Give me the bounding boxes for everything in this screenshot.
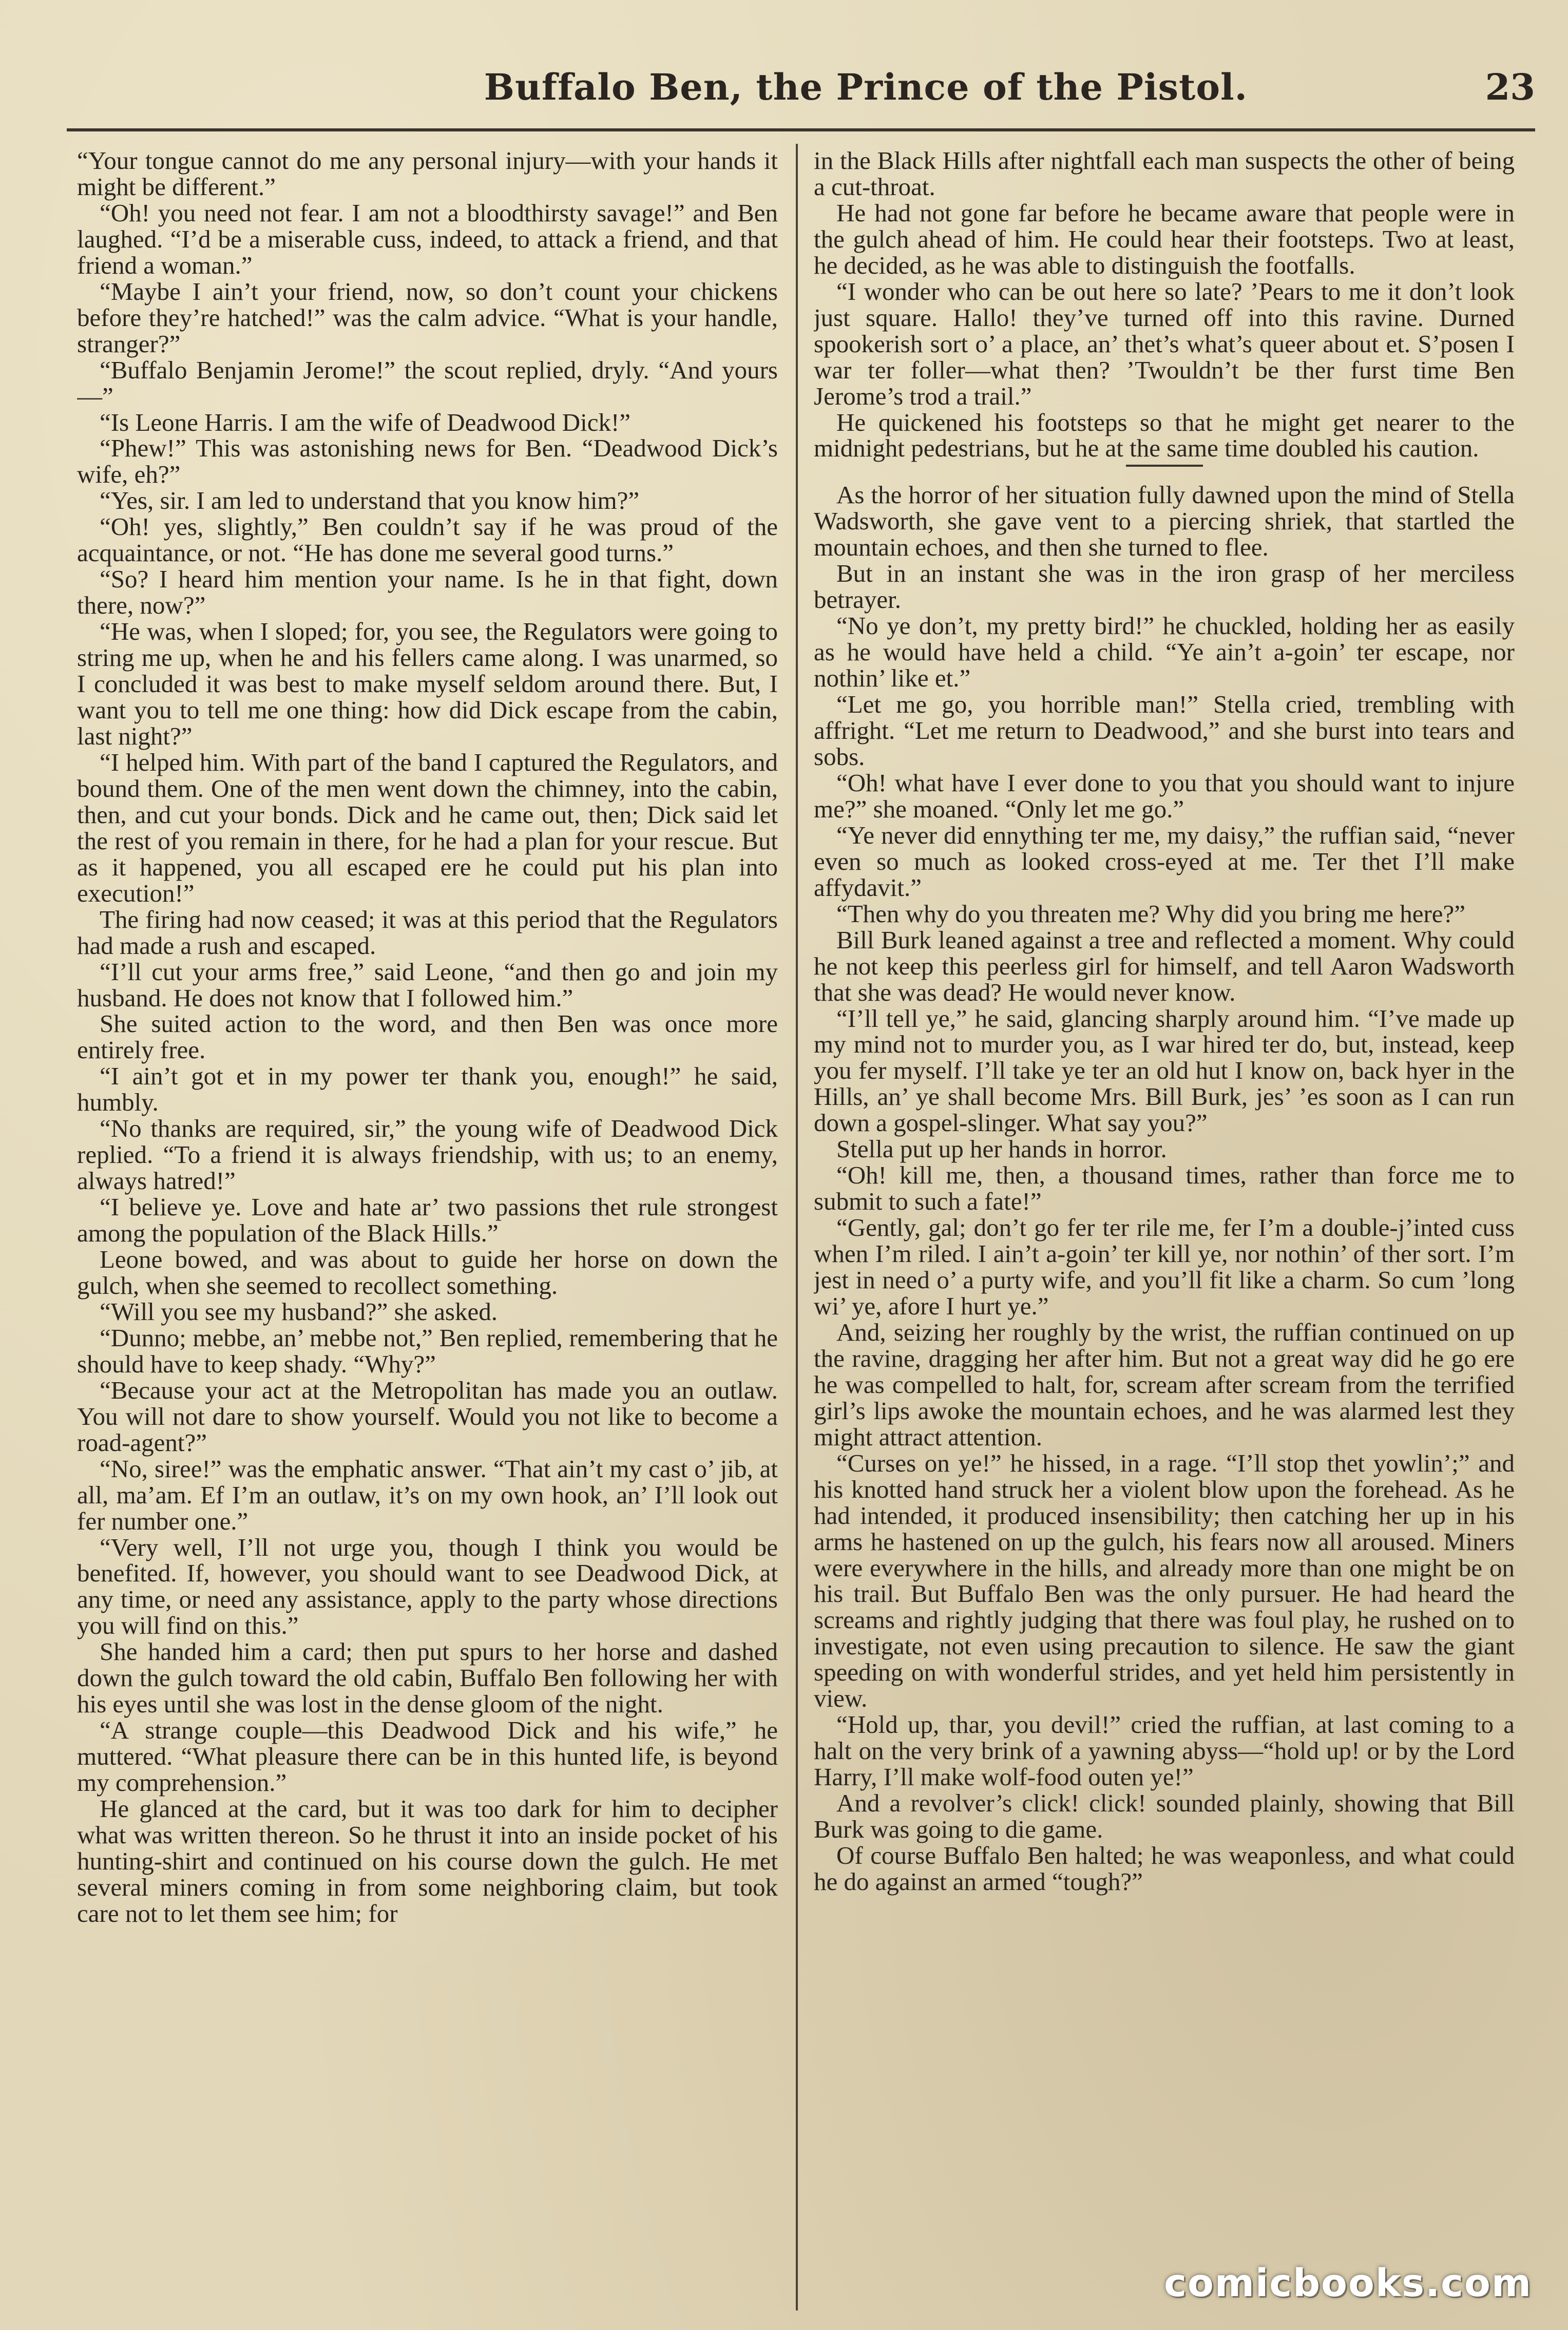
paragraph: “Oh! yes, slightly,” Ben couldn’t say if he was proud of the acquaintance, or not. “He has done me several good turns.” (77, 512, 778, 567)
paragraph: “Will you see my husband?” she asked. (100, 1297, 498, 1326)
paragraph: “So? I heard him mention your name. Is he in that fight, down there, now?” (77, 565, 778, 620)
paragraph: He glanced at the card, but it was too dark for him to decipher what was written thereon. So he thrust it into an inside pocket of his hunting-shirt and continued on his course down the gulch. He met several miners coming in from some neighboring claim, but took care not to let them see him; for (77, 1794, 778, 1927)
section-separator (1126, 465, 1203, 467)
paragraph: “Dunno; mebbe, an’ mebbe not,” Ben replied, remembering that he should have to keep shady. “Why?” (77, 1323, 778, 1378)
running-header (67, 62, 1535, 131)
paragraph: “I ain’t got et in my power ter thank you, enough!” he said, humbly. (77, 1062, 778, 1117)
running-title: Buffalo Ben, the Prince of the Pistol. (484, 66, 1248, 108)
paragraph: “Very well, I’ll not urge you, though I think you would be benefited. If, however, you should want to see Deadwood Dick, at any time, or need any assistance, apply to the party whose directions you will find on this.” (77, 1533, 778, 1640)
paragraph: “Your tongue cannot do me any personal injury—with your hands it might be different.” (77, 148, 778, 201)
paragraph: “He was, when I sloped; for, you see, the Regulators were going to string me up, when he and his fellers came along. I was unarmed, so I concluded it was best to make myself seldom around there. But, I want you to tell me one thing: how did Dick escape from the cabin, last night?” (77, 617, 778, 750)
paragraph: “Buffalo Benjamin Jerome!” the scout replied, dryly. “And yours—” (77, 355, 778, 410)
watermark: comicbooks.com (1164, 2261, 1532, 2305)
paragraph: Stella put up her hands in horror. (836, 1135, 1167, 1163)
paragraph: in the Black Hills after nightfall each man suspects the other of being a cut-throat. (814, 148, 1515, 201)
paragraph: “Phew!” This was astonishing news for Ben. “Deadwood Dick’s wife, eh?” (77, 434, 778, 489)
paragraph: “Hold up, thar, you devil!” cried the ruffian, at last coming to a halt on the very brink of a yawning abyss—“hold up! or by the Lord Harry, I’ll make wolf-food outen ye!” (814, 1710, 1515, 1791)
paragraph: “No thanks are required, sir,” the young wife of Deadwood Dick replied. “To a friend it is always friendship, with us; to an enemy, always hatred!” (77, 1114, 778, 1195)
paragraph: “Is Leone Harris. I am the wife of Deadwood Dick!” (100, 408, 631, 436)
paragraph: She suited action to the word, and then Ben was once more entirely free. (77, 1009, 778, 1064)
paragraph: “No ye don’t, my pretty bird!” he chuckled, holding her as easily as he would have held a child. “Ye ain’t a-goin’ ter escape, nor nothin’ like et.” (814, 612, 1515, 693)
paragraph: He quickened his footsteps so that he might get nearer to the midnight pedestrians, but he at the same time doubled his caution. (814, 408, 1515, 463)
paragraph: “Oh! you need not fear. I am not a bloodthirsty savage!” and Ben laughed. “I’d be a miserable cuss, indeed, to attack a friend, and that friend a woman.” (77, 198, 778, 279)
paragraph: “Ye never did ennything ter me, my daisy,” the ruffian said, “never even so much as looked cross-eyed at me. Ter thet I’ll make affydavit.” (814, 820, 1515, 902)
paragraph: “I helped him. With part of the band I captured the Regulators, and bound them. One of the men went down the chimney, into the cabin, then, and cut your bonds. Dick and he came out, then; Dick said let the rest of you remain in there, for he had a plan for your rescue. But as it happened, you all escaped ere he could put his plan into execution!” (77, 748, 778, 907)
paragraph: “A strange couple—this Deadwood Dick and his wife,” he muttered. “What pleasure there can be in this hunted life, is beyond my comprehension.” (77, 1716, 778, 1797)
paragraph: And a revolver’s click! click! sounded plainly, showing that Bill Burk was going to die game. (814, 1789, 1515, 1844)
left-column (77, 148, 778, 2304)
page-number: 23 (1485, 66, 1535, 108)
paragraph: As the horror of her situation fully dawned upon the mind of Stella Wadsworth, she gave vent to a piercing shriek, that startled the mountain echoes, and then she turned to flee. (814, 481, 1515, 562)
paragraph: Bill Burk leaned against a tree and reflected a moment. Why could he not keep this peerless girl for himself, and tell Aaron Wadsworth that she was dead? He would never know. (814, 925, 1515, 1006)
paragraph: “Curses on ye!” he hissed, in a rage. “I’ll stop thet yowlin’;” and his knotted hand struck her a violent blow upon the forehead. As he had intended, it produced insensibility; then catching her up in his arms he hastened on up the gulch, his fears now all aroused. Miners were everywhere in the hills, and already more than one might be on his trail. But Buffalo Ben was the only pursuer. He had heard the screams and rightly judging that there was foul play, he rushed on to investigate, not even using precaution to silence. He saw the giant speeding on with wonderful strides, and yet held him persistently in view. (814, 1448, 1515, 1713)
paragraph: “I’ll tell ye,” he said, glancing sharply around him. “I’ve made up my mind not to murder you, as I war hired ter do, but, instead, keep you fer myself. I’ll take ye ter an old hut I know on, back hyer in the Hills, an’ ye shall become Mrs. Bill Burk, jes’ ’es soon as I can run down a gospel-slinger. What say you?” (814, 1004, 1515, 1137)
paragraph: Of course Buffalo Ben halted; he was weaponless, and what could he do against an armed “tough?” (814, 1841, 1515, 1896)
paragraph: But in an instant she was in the iron grasp of her merciless betrayer. (814, 559, 1515, 614)
paragraph: He had not gone far before he became aware that people were in the gulch ahead of him. He could hear their footsteps. Two at least, he decided, as he was able to distinguish the footfalls. (814, 198, 1515, 279)
paragraph: “I believe ye. Love and hate ar’ two passions thet rule strongest among the population of the Black Hills.” (77, 1193, 778, 1248)
paragraph: Leone bowed, and was about to guide her horse on down the gulch, when she seemed to recollect something. (77, 1245, 778, 1300)
paragraph: “Let me go, you horrible man!” Stella cried, trembling with affright. “Let me return to Deadwood,” and she burst into tears and sobs. (814, 690, 1515, 771)
paragraph: The firing had now ceased; it was at this period that the Regulators had made a rush and escaped. (77, 905, 778, 960)
paragraph: “Oh! kill me, then, a thousand times, rather than force me to submit to such a fate!” (814, 1161, 1515, 1216)
paragraph: “Gently, gal; don’t go fer ter rile me, fer I’m a double-j’inted cuss when I’m riled. I ain’t a-goin’ ter kill ye, nor nothin’ of ther sort. I’m jest in need o’ a purty wife, and you’ll fit like a charm. So cum ’long wi’ ye, afore I hurt ye.” (814, 1213, 1515, 1320)
paragraph: “Maybe I ain’t your friend, now, so don’t count your chickens before they’re hatched!” was the calm advice. “What is your handle, stranger?” (77, 277, 778, 358)
paragraph: And, seizing her roughly by the wrist, the ruffian continued on up the ravine, dragging her after him. But not a great way did he go ere he was compelled to halt, for, scream after scream from the terrified girl’s lips awoke the mountain echoes, and he was alarmed lest they might attract attention. (814, 1317, 1515, 1451)
paragraph: “Because your act at the Metropolitan has made you an outlaw. You will not dare to show yourself. Would you not like to become a road-agent?” (77, 1376, 778, 1457)
paragraph: “Then why do you threaten me? Why did you bring me here?” (836, 899, 1466, 928)
paragraph: “I wonder who can be out here so late? ’Pears to me it don’t look just square. Hallo! they’ve turned off into this ravine. Durned spookerish sort o’ a place, an’ thet’s what’s queer about et. S’posen I war ter foller—what then? ’Twouldn’t be ther furst time Ben Jerome’s trod a trail.” (814, 277, 1515, 410)
page (67, 62, 1535, 2310)
right-column (814, 148, 1515, 2304)
paragraph: “No, siree!” was the emphatic answer. “That ain’t my cast o’ jib, at all, ma’am. Ef I’m an outlaw, it’s on my own hook, an’ I’ll look out fer number one.” (77, 1454, 778, 1535)
column-rule (796, 144, 798, 2310)
paragraph: “Oh! what have I ever done to you that you should want to injure me?” she moaned. “Only let me go.” (814, 768, 1515, 823)
paragraph: “Yes, sir. I am led to understand that you know him?” (100, 486, 640, 515)
paragraph: She handed him a card; then put spurs to her horse and dashed down the gulch toward the old cabin, Buffalo Ben following her with his eyes until she was lost in the dense gloom of the night. (77, 1637, 778, 1718)
paragraph: “I’ll cut your arms free,” said Leone, “and then go and join my husband. He does not know that I followed him.” (77, 957, 778, 1012)
